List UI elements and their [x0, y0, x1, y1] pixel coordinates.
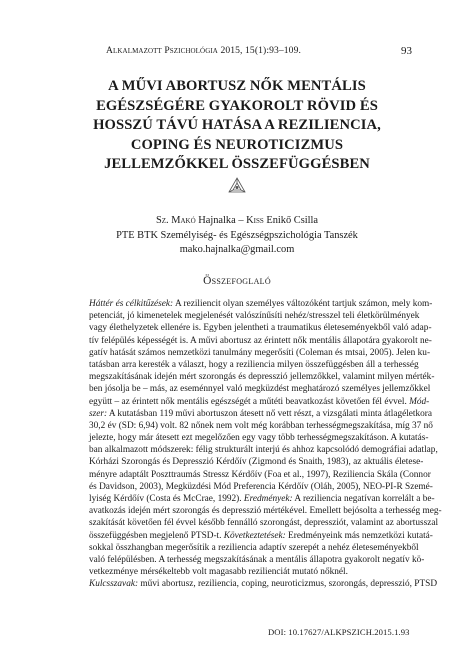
abstract-text: összefüggésben megjelenő PTSD-t. [89, 530, 224, 541]
abstract-line [89, 566, 412, 578]
title-line: EGÉSZSÉGÉRE GYAKOROLT RÖVID ÉS [96, 97, 378, 114]
abstract-line [89, 420, 433, 432]
abstract-text: vagy élethelyzetek ellenére is. Egyben jelentheti a traumatikus életeseményekből való adap- [89, 323, 432, 334]
abstract-text: Eredményeink más nemzetközi kutatá- [285, 530, 433, 541]
abstract-line [89, 444, 438, 456]
abstract-text: művi abortusz, reziliencia, coping, neuroticizmus, szorongás, depresszió, PTSD [138, 579, 438, 590]
abstract-line [89, 542, 419, 554]
abstract-text: sokkal összhangban megerősítik a reziliencia adaptív szerepét a nehéz életeseményekből [89, 542, 419, 553]
abstract-line [89, 322, 432, 334]
author1-name: Hajnalka [195, 215, 236, 226]
email-link[interactable]: mako.hajnalka@gmail.com [179, 244, 295, 256]
abstract-text: Kórházi Szorongás és Depresszió Kérdőív (Zigmond és Snaith, 1983), az aktuális életese- [89, 457, 424, 468]
abstract-line [89, 396, 430, 408]
abstract-line [89, 505, 442, 517]
abstract-line [89, 517, 439, 529]
title-line: JELLEMZŐKKEL ÖSSZEFÜGGÉSBEN [104, 156, 370, 172]
abstract-line [89, 432, 429, 444]
abstract-text: A reziliencit olyan személyes változóként tartjuk számon, mely kom- [173, 299, 433, 309]
abstract-line [89, 456, 424, 468]
journal-name: Alkalmazott Pszichológia [106, 45, 218, 56]
abstract-text: szakítását követően fél évvel később fennálló szorongást, depressziót, valamint az abortusszal [89, 518, 439, 529]
abstract-text: petenciát, jó kimenetelek megjelenését valószínűsíti nehéz/stresszel teli életkörülmények [89, 311, 420, 322]
doi[interactable]: DOI: 10.17627/ALKPSZICH.2015.1.93 [268, 627, 410, 637]
article-title [50, 77, 424, 175]
abstract-body [89, 298, 442, 591]
abstract-text: és Davidson, 2003), Megküzdési Mód Preferencia Kérdőív (Oláh, 2005), NEO-PI-R Szemé- [89, 481, 433, 492]
abstract-text: tív felépülés képességét is. A művi abortusz az érintett nők mentális állapotára gyakorolt ne- [89, 335, 432, 346]
abstract-label: Háttér és célkitűzések: [89, 299, 174, 309]
journal-citation [106, 45, 301, 56]
title-line: COPING ÉS NEUROTICIZMUS [130, 136, 344, 153]
abstract-line [89, 469, 431, 481]
abstract-text: A kutatásban 119 művi abortuszon átesett nő vett részt, a vizsgálati minta átlagéletkora [107, 408, 433, 419]
page-number: 93 [401, 45, 412, 57]
abstract-text: ban alkalmazott módszerek: félig strukturált interjú és ahhoz kapcsolódó demográfiai adatlap, [89, 445, 438, 456]
abstract-text: 30,2 év (SD: 6,94) volt. 82 nőnek nem volt még korábban terhességmegszakítása, míg 37 nő [89, 420, 433, 431]
author-names [0, 214, 474, 229]
title-line: A MŰVI ABORTUSZ NŐK MENTÁLIS [108, 78, 366, 94]
abstract-text: A reziliencia negatívan korrelált a be- [292, 494, 435, 504]
abstract-text: együtt – az érintett nők mentális egészségét a műtéti beavatkozást követően fél évvel. [89, 396, 410, 407]
author2-name: Enikő Csilla [263, 215, 319, 226]
author-separator: – [235, 215, 247, 226]
author2-prefix: Kiss [246, 215, 264, 226]
abstract-text: gatív hatását számos nemzetközi tanulmány megerősíti (Coleman és mtsai, 2005). Jelen ku- [89, 347, 431, 358]
abstract-label: Kulcsszavak: [89, 579, 139, 590]
abstract-text: jelezte, hogy már átesett ezt megelőzően egy vagy több terhességmegszakításon. A kutatás- [89, 433, 429, 444]
abstract-line [89, 493, 435, 505]
abstract-heading: Összefoglaló [203, 275, 271, 287]
abstract-label: Eredmények: [243, 494, 293, 504]
abstract-line [89, 371, 435, 383]
abstract-line [89, 383, 431, 395]
abstract-line [89, 554, 425, 566]
abstract-text: vetkezménye mérsékeltebb volt magasabb rezilienciát mutató nőknél. [89, 567, 348, 578]
abstract-line [89, 359, 419, 371]
abstract-text: való felépülésben. A terhesség megszakításának a mentális állapotra gyakorolt negatív kö- [89, 554, 425, 565]
abstract-label: Mód- [409, 396, 430, 407]
abstract-line [89, 530, 433, 542]
abstract-text: avatkozás idején mért szorongás és depresszió mértékével. Emellett bejósolta a terhesség meg- [89, 506, 442, 517]
author1-prefix: Sz. Makó [155, 215, 196, 226]
abstract-line [89, 578, 438, 590]
abstract-line [89, 481, 433, 493]
title-line: HOSSZÚ TÁVÚ HATÁSA A REZILIENCIA, [93, 117, 381, 133]
abstract-text: lyiség Kérdőív (Costa és McCrae, 1992). [89, 494, 244, 504]
abstract-label: szer: [89, 408, 108, 419]
abstract-label: Következtetések: [223, 530, 286, 541]
journal-volume: 2015, 15(1):93–109. [217, 45, 301, 56]
abstract-line [89, 298, 433, 310]
affiliation: PTE BTK Személyiség- és Egészségpszichológia Tanszék [116, 229, 358, 241]
abstract-line [89, 335, 432, 347]
author-block [0, 214, 474, 258]
abstract-line [89, 347, 431, 359]
abstract-line [89, 310, 420, 322]
abstract-text: tatásban arra keresték a választ, hogy a reziliencia milyen összefüggésben áll a terhesség [89, 359, 419, 370]
abstract-text: ben jósolja be – más, az eseménnyel való megküzdést meghatározó személyes jellemzőkkel [89, 384, 431, 395]
abstract-text: megszakításának idején mért szorongás és depresszió jellemzőkkel, valamint milyen mérték- [89, 372, 435, 383]
abstract-line [89, 408, 433, 420]
ornament-icon [227, 176, 247, 196]
abstract-text: ményre adaptált Poszttraumás Stressz Kérdőív (Foa et al., 1997), Reziliencia Skála (Connor [89, 469, 431, 480]
